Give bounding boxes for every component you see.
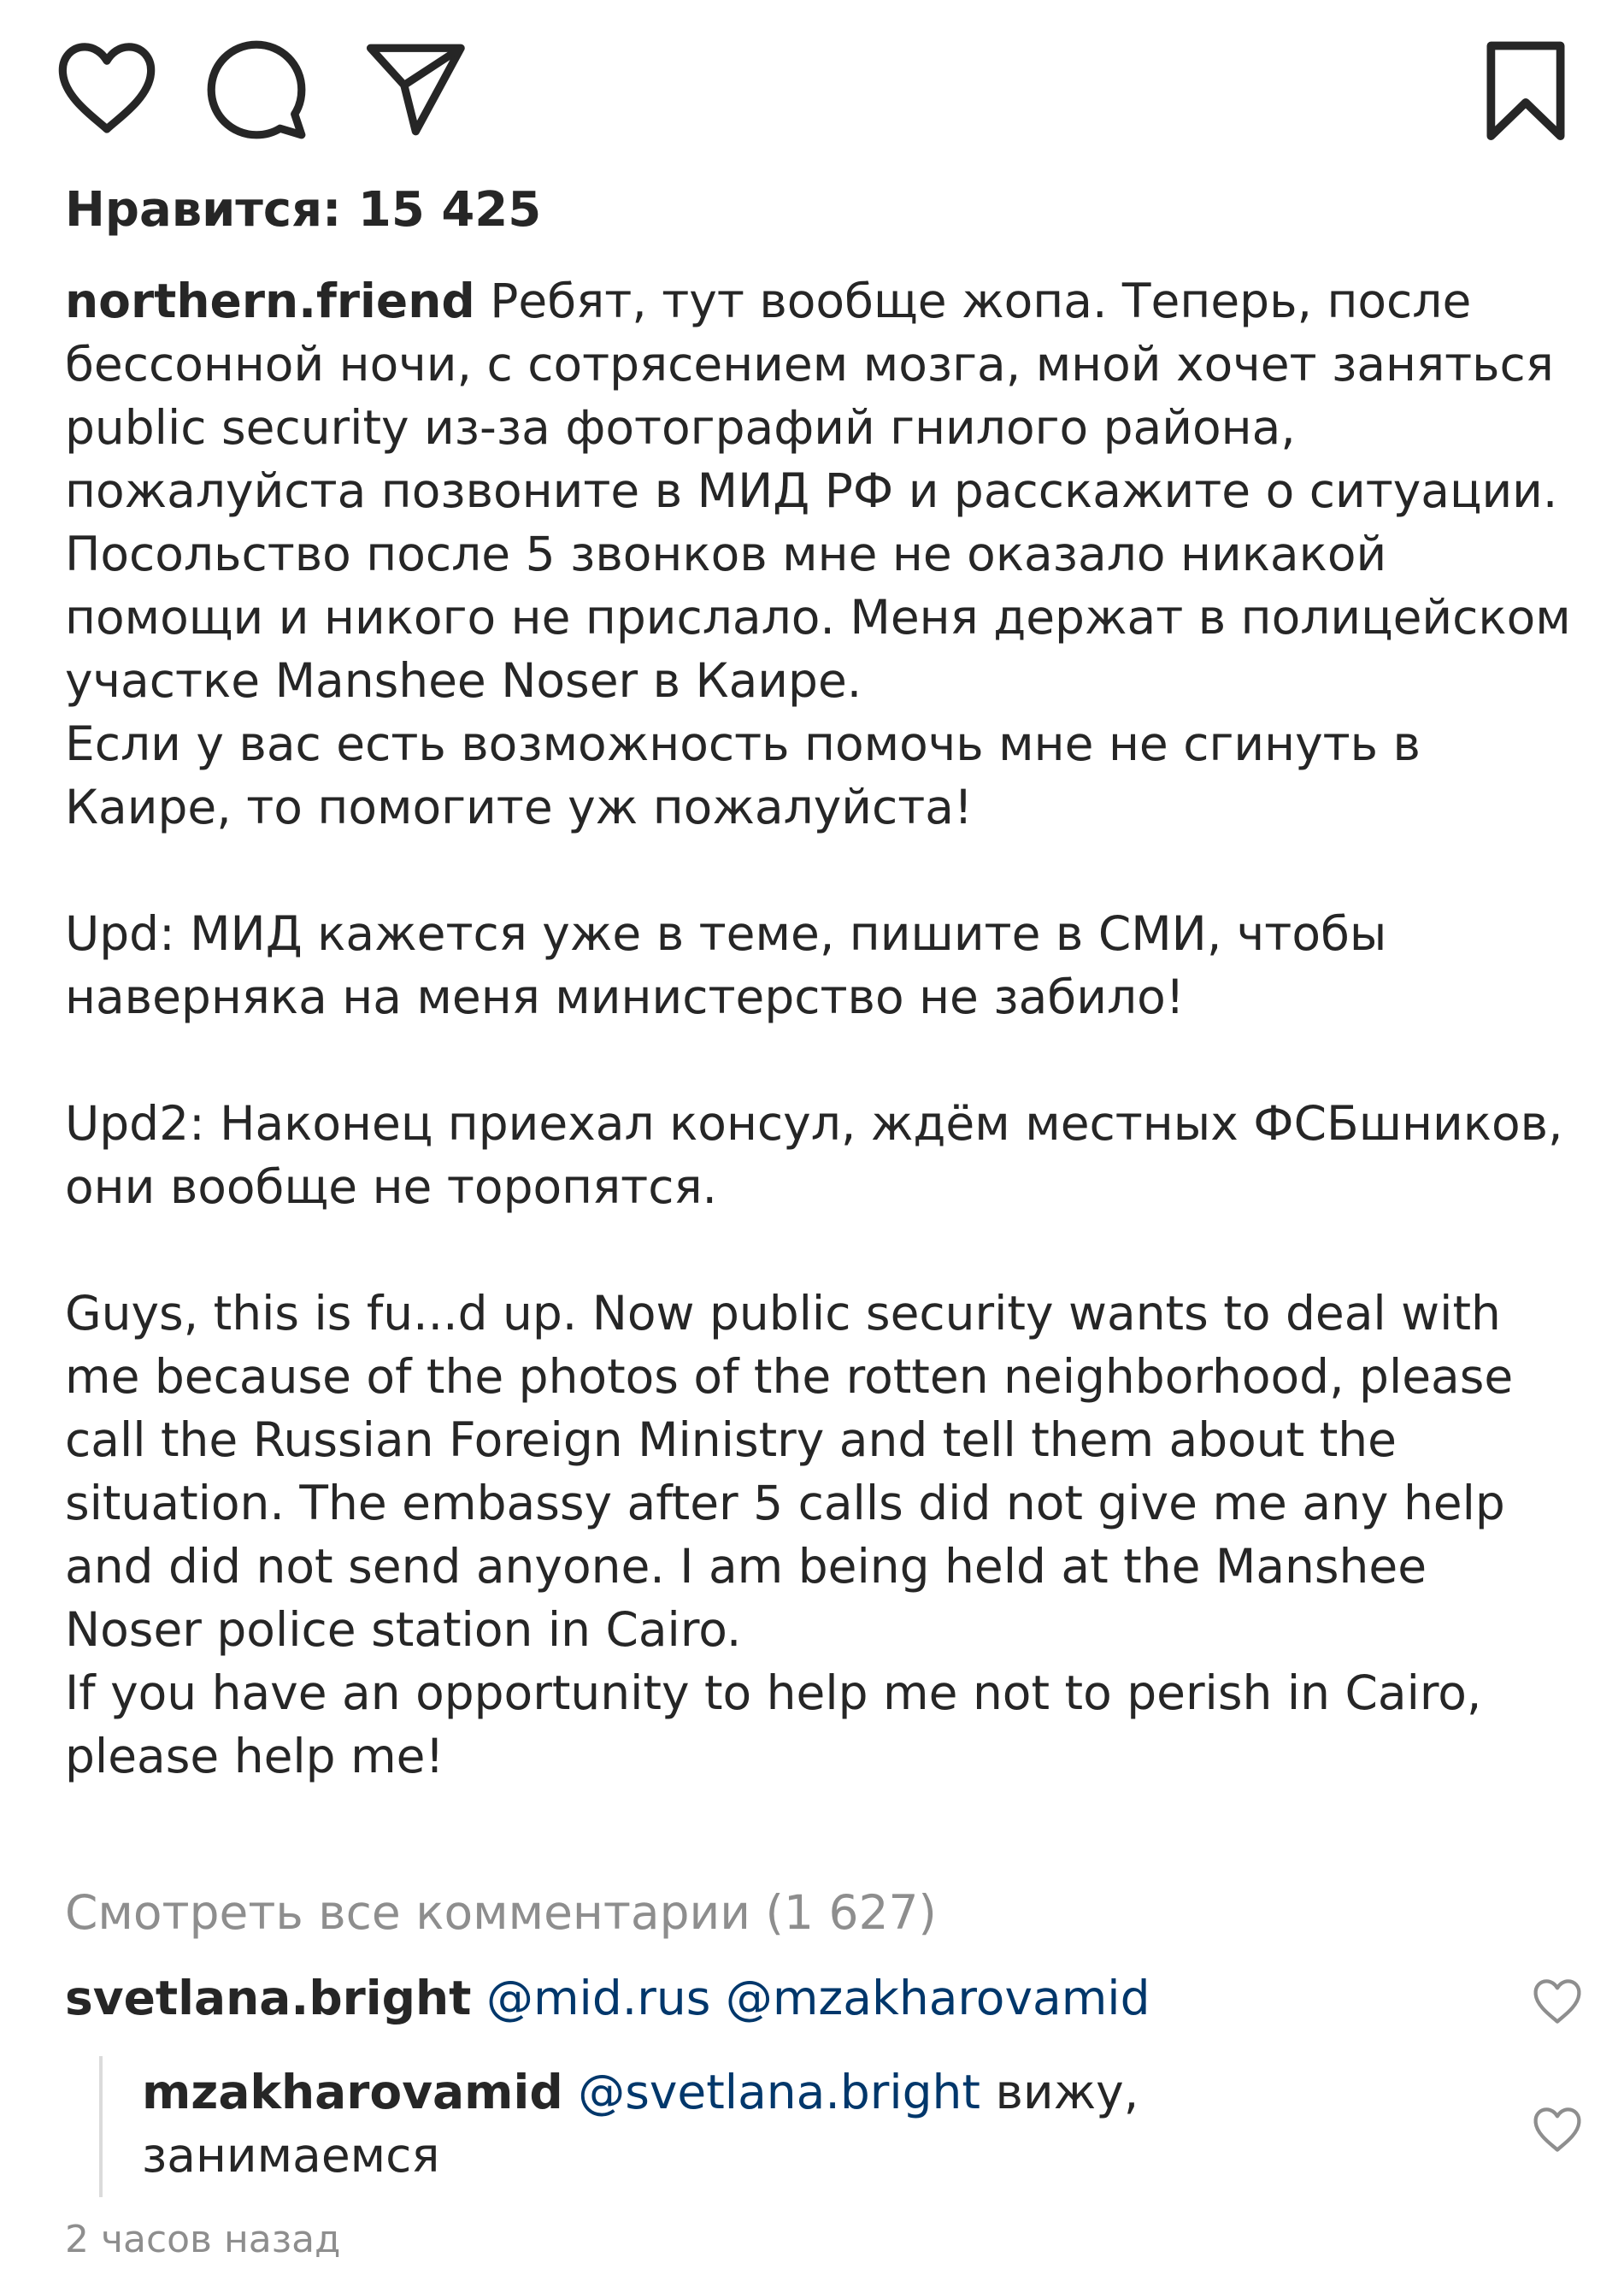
comment-mention-link[interactable]: @mid.rus: [485, 1971, 711, 2025]
post-author-username[interactable]: northern.friend: [65, 274, 475, 328]
reply-like-heart-icon[interactable]: [1530, 2103, 1585, 2158]
post-caption: [65, 269, 1578, 1788]
reply-text: вижу, занимаемся: [142, 2065, 1139, 2183]
caption-paragraph-1: Ребят, тут вообще жопа. Теперь, после бессонной ночи, с сотрясением мозга, мной хочет заняться public security из-за фотографий гнилого района, пожалуйста позвоните в МИД РФ и расскажите о ситуации. Посольство после 5 звонков мне не оказало никакой помощи и никого не прислало. Меня держат в полицейском участке Manshee Noser в Каире. Если у вас есть возможность помочь мне не сгинуть в Каире, то помогите уж пожалуйста!: [65, 274, 1571, 834]
caption-paragraph-2: Upd: МИД кажется уже в теме, пишите в СМИ, чтобы наверняка на меня министерство не забило!: [65, 906, 1402, 1024]
heart-icon[interactable]: [51, 34, 162, 145]
reply-mention-link[interactable]: @svetlana.bright: [578, 2065, 980, 2119]
view-all-comments-link[interactable]: Смотреть все комментарии (1 627): [65, 1885, 937, 1940]
comment-icon[interactable]: [201, 34, 312, 145]
comment-like-heart-icon[interactable]: [1530, 1975, 1585, 2030]
likes-count[interactable]: Нравится: 15 425: [65, 182, 542, 238]
comment-author-username[interactable]: svetlana.bright: [65, 1971, 472, 2025]
reply-author-username[interactable]: mzakharovamid: [142, 2065, 563, 2119]
comment-item: [65, 1966, 1501, 2030]
post-timestamp: 2 часов назад: [65, 2218, 341, 2261]
bookmark-icon[interactable]: [1470, 34, 1581, 145]
reply-item: [142, 2060, 1356, 2187]
caption-paragraph-3: Upd2: Наконец приехал консул, ждём местных ФСБшников, они вообще не торопятся.: [65, 1096, 1578, 1214]
paper-plane-icon[interactable]: [359, 34, 470, 145]
action-bar: [51, 34, 1573, 145]
caption-paragraph-4: Guys, this is fu...d up. Now public security wants to deal with me because of the photos of the rotten neighborhood, please call the Russian Foreign Ministry and tell them about the situation. The embassy after 5 calls did not give me any help and did not send anyone. I am being held at the Manshee Noser police station in Cairo. If you have an opportunity to help me not to perish in Cairo, please help me!: [65, 1286, 1514, 1783]
reply-thread: [99, 2056, 1504, 2197]
comment-mention-link[interactable]: @mzakharovamid: [725, 1971, 1150, 2025]
